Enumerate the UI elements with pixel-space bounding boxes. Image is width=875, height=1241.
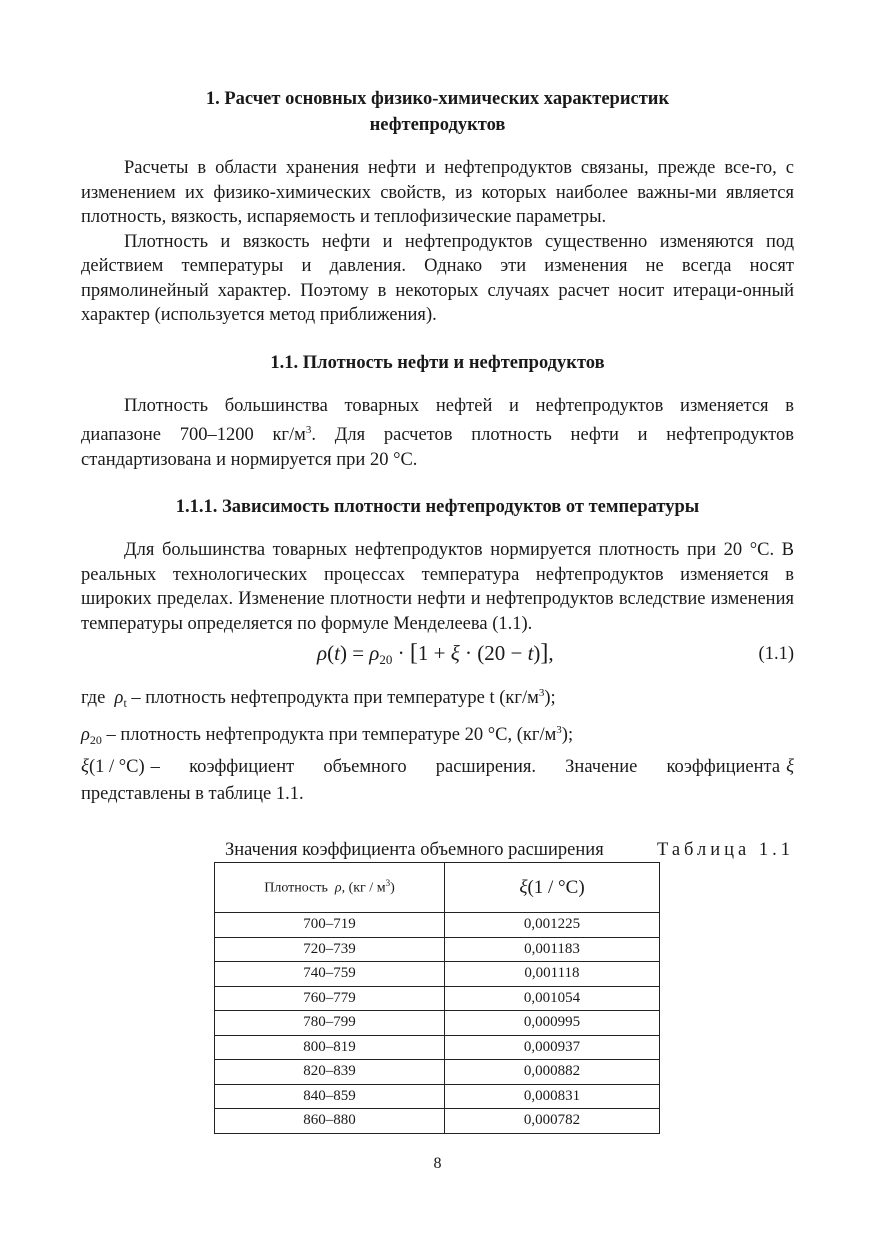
formula-expression: $\rho(t) = \rho_{20} \cdot [1 + \xi \cdot (20 - t)]$,	[317, 640, 554, 668]
table-body	[215, 913, 660, 1134]
header-density-text: Плотность	[264, 880, 328, 896]
density-range-cell: 720–739	[215, 937, 445, 962]
definition-xi	[81, 754, 794, 781]
subscript-20: 20	[89, 733, 102, 748]
table-row	[215, 937, 660, 962]
definition-end2: );	[561, 725, 574, 746]
page-content	[81, 86, 794, 862]
twenty: 20	[484, 641, 506, 666]
rho-symbol: ρ	[334, 880, 342, 896]
coefficient-cell: 0,001225	[445, 913, 660, 938]
coefficient-cell: 0,001054	[445, 986, 660, 1011]
page-number: 8	[433, 1155, 442, 1172]
chapter-heading-line2: нефтепродуктов	[369, 115, 506, 135]
definition-rho-t	[81, 680, 794, 717]
table-row	[215, 913, 660, 938]
t-symbol: t	[334, 641, 340, 666]
rho-symbol: ρ	[317, 641, 328, 666]
rho-symbol: ρ	[81, 725, 90, 746]
xi-unit: (1 / °С)	[88, 757, 145, 778]
density-range-cell: 780–799	[215, 1011, 445, 1036]
coefficient-cell: 0,000831	[445, 1084, 660, 1109]
table-row	[215, 986, 660, 1011]
xi-symbol: ξ	[81, 757, 89, 778]
definition-end: );	[544, 688, 556, 709]
where-word: где	[81, 688, 106, 709]
chapter-heading	[81, 86, 794, 138]
section-1-1-1-paragraph: Для большинства товарных нефтепродуктов нормируется плотность при 20 °С. В реальных технологических процессах температура нефтепродуктов изменяется в широких пределах. Изменение плотности нефти и нефтепродуктов вследствие изменения температуры определяется по формуле Менделеева (1.1).	[81, 540, 794, 634]
header-density-end: )	[390, 880, 395, 896]
standard-text: . Для расчетов плотность нефти и нефтепродуктов стандартизована и нормируется при 20 °С.	[81, 425, 794, 470]
one: 1	[417, 641, 429, 666]
density-range-cell: 860–880	[215, 1109, 445, 1134]
density-range-text: Плотность большинства товарных нефтей и нефтепродуктов изменяется в диапазоне 700–1200 кг/м	[81, 395, 794, 446]
coefficient-cell: 0,000995	[445, 1011, 660, 1036]
table-row	[215, 1060, 660, 1085]
density-range-cell: 760–779	[215, 986, 445, 1011]
coefficient-cell: 0,001183	[445, 937, 660, 962]
definition-text: – плотность нефтепродукта при температуре	[106, 725, 460, 746]
definition-end: , (кг/м	[507, 725, 557, 746]
header-density	[215, 863, 445, 913]
table-row	[215, 1084, 660, 1109]
section-heading-1-1-1: 1.1.1. Зависимость плотности нефтепродуктов от температуры	[175, 497, 700, 518]
table-caption: Значения коэффициента объемного расширения	[225, 840, 604, 860]
section-1-1-paragraph	[81, 394, 794, 473]
coefficient-cell: 0,000937	[445, 1035, 660, 1060]
xi-with-unit	[81, 754, 145, 781]
definition-text: – коэффициент объемного расширения. Значение коэффициента	[150, 757, 781, 778]
superscript: 3	[305, 424, 312, 436]
xi-symbol: ξ	[519, 876, 528, 898]
bracket-open: [	[409, 640, 418, 667]
subscript-t: t	[123, 696, 127, 711]
xi-symbol: ξ	[786, 757, 794, 778]
table-row	[215, 1109, 660, 1134]
rho-symbol: ρ	[114, 688, 124, 709]
table-header-row	[215, 863, 660, 913]
equals-sign: =	[352, 641, 365, 666]
coefficient-cell: 0,001118	[445, 962, 660, 987]
coefficient-cell: 0,000782	[445, 1109, 660, 1134]
header-coefficient	[445, 863, 660, 913]
header-density-unit: , (кг / м	[341, 880, 386, 896]
bracket-close: ]	[540, 640, 549, 667]
density-range-cell: 820–839	[215, 1060, 445, 1085]
formula-number: (1.1)	[758, 644, 794, 665]
density-range-cell: 700–719	[215, 913, 445, 938]
xi-symbol: ξ	[450, 641, 460, 666]
superscript: 3	[538, 687, 545, 700]
superscript: 3	[556, 724, 562, 737]
intro-paragraph-2: Плотность и вязкость нефти и нефтепродуктов существенно изменяются под действием температуры и давления. Однако эти изменения не всегда носят прямолинейный характер. Поэтому в некоторых случаях расчет носит итераци-онный характер (используется метод приближения).	[81, 231, 794, 325]
intro-paragraph-1: Расчеты в области хранения нефти и нефтепродуктов связаны, прежде все-го, с изменением их физико-химических свойств, из которых наиболее важны-ми является плотность, вязкость, испаряемость и теплофизические параметры.	[81, 158, 794, 227]
table-row	[215, 962, 660, 987]
density-range-cell: 800–819	[215, 1035, 445, 1060]
density-range-cell: 840–859	[215, 1084, 445, 1109]
subscript-20: 20	[379, 652, 393, 668]
header-coefficient-unit: (1 / °С)	[527, 876, 585, 898]
table-row	[215, 1011, 660, 1036]
t-symbol: t	[527, 641, 534, 666]
rho-symbol: ρ	[369, 641, 380, 666]
expansion-coefficient-table	[214, 862, 660, 1134]
definition-xi-continued: представлены в таблице 1.1.	[81, 784, 304, 805]
coefficient-cell: 0,000882	[445, 1060, 660, 1085]
section-heading-1-1: 1.1. Плотность нефти и нефтепродуктов	[270, 352, 605, 373]
temperature-value: 20 °С	[464, 725, 508, 746]
definition-rho-20	[81, 717, 794, 754]
table-row	[215, 1035, 660, 1060]
density-range-cell: 740–759	[215, 962, 445, 987]
mendeleev-formula	[81, 640, 794, 674]
chapter-heading-line1: 1. Расчет основных физико-химических характеристик	[205, 89, 670, 109]
superscript: 3	[385, 878, 391, 889]
table-label: Таблица 1.1	[657, 840, 794, 861]
definition-text: – плотность нефтепродукта при температуре t (кг/м	[131, 688, 539, 709]
